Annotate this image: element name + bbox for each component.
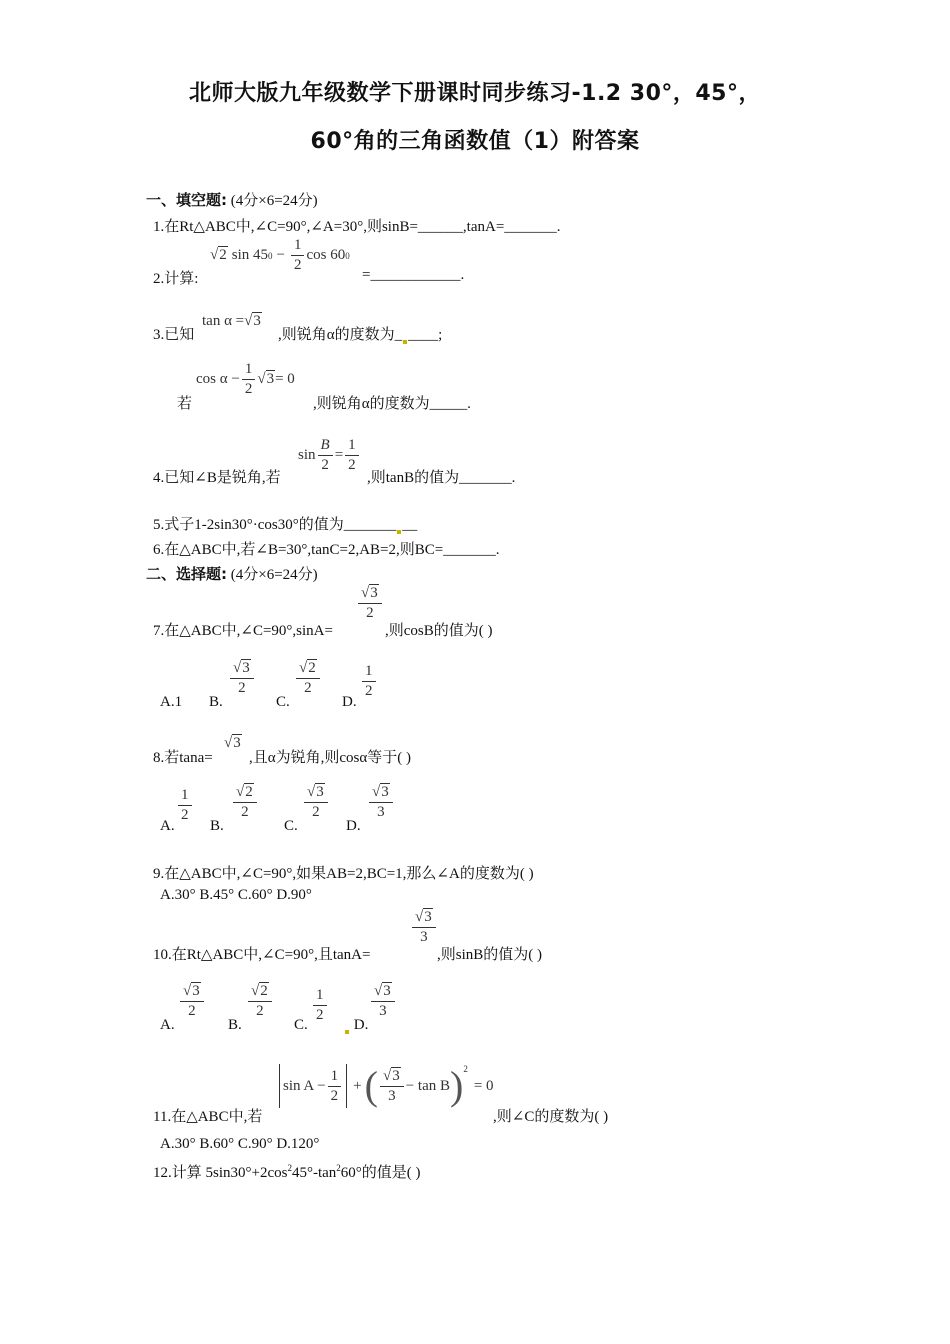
question-3b-formula: cos α − $\frac{1}{2}$ √3 = 0 (196, 361, 295, 397)
question-8-option-b-value: $\frac{√2}{2}$ (231, 785, 259, 820)
question-8-option-a-value: $\frac{1}{2}$ (176, 788, 194, 823)
question-10-option-c-value: $\frac{1}{2}$ (311, 988, 329, 1023)
question-2-prefix: 2.计算: (153, 271, 199, 287)
question-3a-formula: tan α = √3 (202, 313, 261, 329)
question-3a-suffix: ,则锐角α的度数为_ ____; (278, 327, 443, 343)
question-7-option-b-value: $\frac{√3}{2}$ (228, 661, 256, 696)
question-10-suffix: ,则sinB的值为( ) (437, 947, 543, 963)
question-8-option-c-value: $\frac{√3}{2}$ (302, 785, 330, 820)
stray-mark (397, 530, 401, 534)
question-9-options[interactable]: A.30° B.45° C.60° D.90° (160, 887, 312, 903)
fraction-one-half: $\frac{1}{2}$ (291, 238, 305, 273)
stray-mark (345, 1030, 349, 1034)
question-3b-prefix: 若 (177, 396, 193, 412)
stray-mark (403, 340, 407, 344)
question-10-option-a-value: $\frac{√3}{2}$ (178, 984, 206, 1019)
question-4-prefix: 4.已知∠B是锐角,若 (153, 470, 281, 486)
sqrt-3: √3 (257, 371, 275, 387)
question-10-option-d-value: $\frac{√3}{3}$ (369, 984, 397, 1019)
question-11-suffix: ,则∠C的度数为( ) (493, 1109, 609, 1125)
question-7-option-d-value: $\frac{1}{2}$ (360, 664, 378, 699)
section1-score: (4分×6=24分) (230, 193, 318, 209)
question-2-formula: √2 sin 45 0 − $\frac{1}{2}$ cos 60 0 (210, 237, 350, 273)
question-10-option-a[interactable]: A. (160, 1017, 175, 1033)
fraction-one-half: $\frac{1}{2}$ (242, 362, 256, 397)
question-7-suffix: ,则cosB的值为( ) (385, 623, 493, 639)
section2-label: 二、选择题: (146, 565, 227, 583)
question-8-formula: √3 (224, 735, 241, 751)
question-11-formula: sin A − $\frac{1}{2}$ + ( $\frac{√3}{3}$ − tan B ) $^2$ = 0 (276, 1064, 494, 1108)
question-12: 12.计算 $5\sin 30^\circ+2\cos^245^\circ-\tan^260^\circ$的值是( ) (153, 1163, 421, 1181)
question-11-options[interactable]: A.30° B.60° C.90° D.120° (160, 1136, 320, 1152)
question-8-option-c[interactable]: C. (284, 818, 298, 834)
question-10-option-b[interactable]: B. (228, 1017, 242, 1033)
question-8-prefix: 8.若tana= (153, 750, 213, 766)
section1-label: 一、填空题: (146, 191, 227, 209)
question-8-option-d-value: $\frac{√3}{3}$ (367, 785, 395, 820)
question-1: 1.在Rt△ABC中,∠C=90°,∠A=30°,则sinB=______,tanA=_______. (153, 219, 561, 235)
question-10-prefix: 10.在Rt△ABC中,∠C=90°,且tanA= (153, 947, 371, 963)
question-8-option-d[interactable]: D. (346, 818, 361, 834)
question-9: 9.在△ABC中,∠C=90°,如果AB=2,BC=1,那么∠A的度数为( ) (153, 866, 534, 882)
question-2-suffix: =____________. (362, 267, 465, 283)
section2-score: (4分×6=24分) (230, 567, 318, 583)
question-4-formula: sin $\frac{B}{2}$ = $\frac{1}{2}$ (298, 438, 361, 473)
question-10-formula: $\frac{√3}{3}$ (410, 910, 438, 945)
section1-heading (146, 189, 318, 210)
sqrt-2: √2 (210, 247, 227, 263)
question-8-suffix: ,且α为锐角,则cosα等于( ) (249, 750, 411, 766)
question-4-suffix: ,则tanB的值为_______. (367, 470, 516, 486)
question-7-formula: $\frac{√3}{2}$ (356, 586, 384, 621)
fraction-b-over-2: $\frac{B}{2}$ (318, 438, 333, 473)
question-11-prefix: 11.在△ABC中,若 (153, 1109, 263, 1125)
question-5: 5.式子1-2sin30°·cos30°的值为_______ __ (153, 517, 418, 533)
question-10-option-d[interactable]: D. (344, 1017, 368, 1034)
fraction-one-half: $\frac{1}{2}$ (345, 438, 359, 473)
question-3a-prefix: 3.已知 (153, 327, 195, 343)
question-7-option-c-value: $\frac{√2}{2}$ (294, 661, 322, 696)
question-7-option-d[interactable]: D. (342, 694, 357, 710)
question-10-option-c[interactable]: C. (294, 1017, 308, 1033)
page-title-line1: 北师大版九年级数学下册课时同步练习-1.2 30°，45°， (189, 81, 761, 106)
question-3b-suffix: ,则锐角α的度数为_____. (313, 396, 471, 412)
question-7-option-b[interactable]: B. (209, 694, 223, 710)
sqrt-3: √3 (244, 313, 261, 329)
question-8-option-b[interactable]: B. (210, 818, 224, 834)
question-10-option-b-value: $\frac{√2}{2}$ (246, 984, 274, 1019)
question-7-option-a[interactable]: A.1 (160, 694, 183, 710)
page-title-line2: 60°角的三角函数值（1）附答案 (310, 129, 640, 154)
question-6: 6.在△ABC中,若∠B=30°,tanC=2,AB=2,则BC=_______. (153, 542, 500, 558)
question-7-option-c[interactable]: C. (276, 694, 290, 710)
question-7-prefix: 7.在△ABC中,∠C=90°,sinA= (153, 623, 333, 639)
question-8-option-a[interactable]: A. (160, 818, 175, 834)
section2-heading (146, 563, 318, 584)
